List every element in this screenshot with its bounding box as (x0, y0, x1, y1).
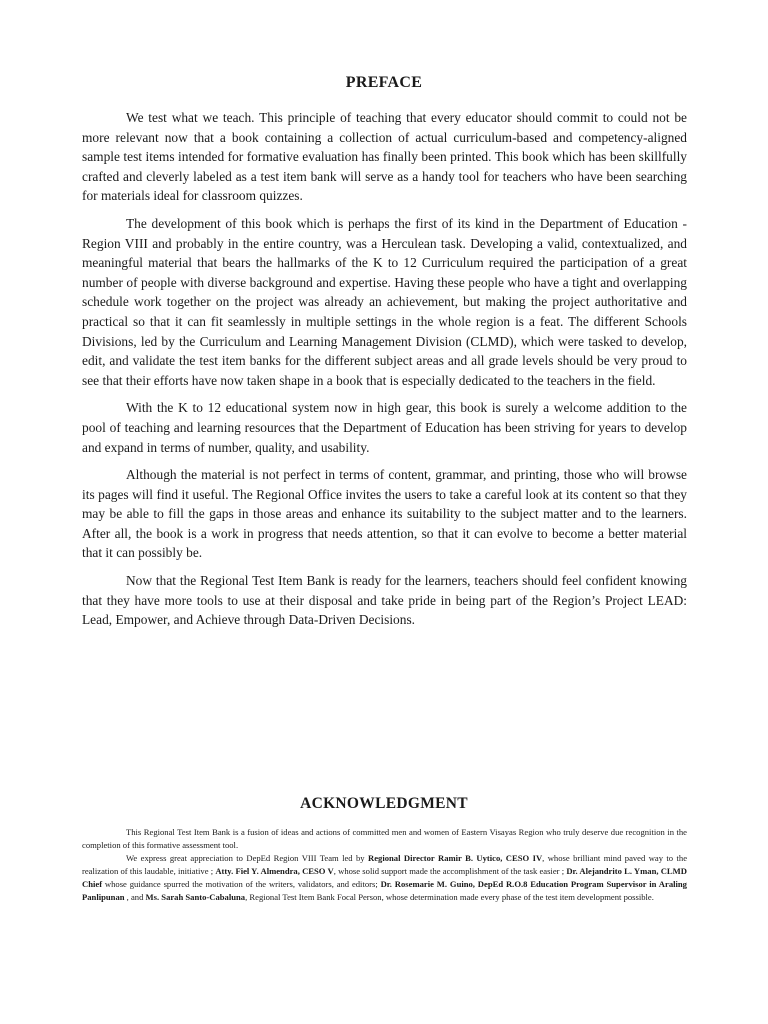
acknowledgment-body (82, 826, 687, 903)
ack-text-1: We express great appreciation to DepEd Region VIII Team led by (126, 852, 369, 863)
preface-paragraph-1: We test what we teach. This principle of teaching that every educator should commit to could not be more relevant now that a book containing a collection of actual curriculum-based and competency-aligned sample test items intended for formative evaluation has finally been printed. This book which has been skillfully crafted and cleverly labeled as a test item bank will serve as a handy tool for teachers who have been searching for materials ideal for classroom quizzes. (82, 110, 687, 204)
preface-paragraph-5: Now that the Regional Test Item Bank is ready for the learners, teachers should feel confident knowing that they have more tools to use at their disposal and take pride in being part of the Region’s Project LEAD: Lead, Empower, and Achieve through Data-Driven Decisions. (82, 573, 687, 628)
ack-name-clmd-chief: Dr. Alejandrito L. Yman, CLMD Chief (82, 865, 687, 889)
ack-text-5: , and (124, 891, 146, 902)
preface-paragraph-4: Although the material is not perfect in terms of content, grammar, and printing, those who will browse its pages will find it useful. The Regional Office invites the users to take a careful look at its content so that they may be able to fill the gaps in those areas and enhance its suitability to the subject matter and to the learners. After all, the book is a work in progress that needs attention, so that it can evolve to become a better material that it can possibly be. (82, 467, 687, 561)
preface-paragraph-3: With the K to 12 educational system now in high gear, this book is surely a welcome addition to the pool of teaching and learning resources that the Department of Education has been striving for years to develop and expand in terms of number, quality, and usability. (82, 400, 687, 455)
preface-title: PREFACE (345, 74, 423, 91)
ack-text-6: , Regional Test Item Bank Focal Person, whose determination made every phase of the test item development possible. (245, 891, 654, 902)
preface-paragraph-2: The development of this book which is perhaps the first of its kind in the Department of Education - Region VIII and probably in the entire country, was a Herculean task. Developing a valid, contextualized, and meaningful material that bears the hallmarks of the K to 12 Curriculum required the participation of a great number of people with diverse background and expertise. Having these people who have a tight and overlapping schedule work together on the project was already an achievement, but making the project authoritative and practical so that it can fit seamlessly in multiple settings in the whole region is a feat. The different Schools Divisions, led by the Curriculum and Learning Management Division (CLMD), which were tasked to develop, edit, and validate the test item banks for the different subject areas and all grade levels should be very proud to see that their efforts have now taken shape in a book that is especially dedicated to the teachers in the field. (82, 215, 687, 388)
acknowledgment-paragraph-2 (82, 852, 687, 904)
ack-text-2: , whose brilliant mind paved way to the realization of this laudable, initiative ; (82, 852, 688, 876)
ack-text-4: whose guidance spurred the motivation of the writers, validators, and editors; (102, 878, 381, 889)
preface-body (82, 108, 687, 638)
ack-name-focal-person: Ms. Sarah Santo-Cabaluna (145, 891, 246, 902)
ack-name-atty-almendra: Atty. Fiel Y. Almendra, CESO V (215, 865, 334, 876)
acknowledgment-title: ACKNOWLEDGMENT (300, 795, 468, 812)
ack-name-education-supervisor: Dr. Rosemarie M. Guino, DepEd R.O.8 Education Program Supervisor in Araling Panlipunan (82, 878, 687, 902)
ack-text-3: , whose solid support made the accomplishment of the task easier ; (333, 865, 567, 876)
ack-name-regional-director: Regional Director Ramir B. Uytico, CESO IV (368, 852, 543, 863)
acknowledgment-paragraph-1: This Regional Test Item Bank is a fusion of ideas and actions of committed men and women of Eastern Visayas Region who truly deserve due recognition in the completion of this formative assessment tool. (82, 827, 687, 850)
